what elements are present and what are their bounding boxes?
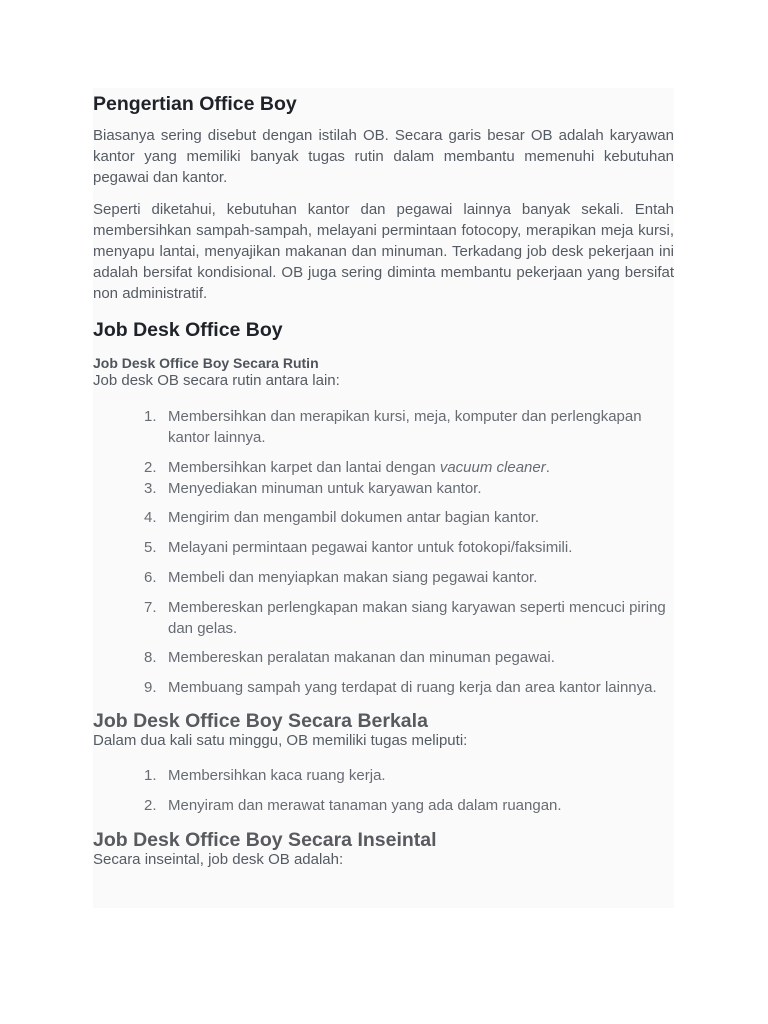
list-number: 5.: [144, 539, 157, 557]
list-text: Membereskan peralatan makanan dan minuman pegawai.: [168, 649, 555, 667]
list-item: [93, 796, 674, 817]
list-text: Menyediakan minuman untuk karyawan kantor.: [168, 479, 482, 497]
subheading-rutin: Job Desk Office Boy Secara Rutin: [93, 355, 319, 372]
list-number: 8.: [144, 649, 157, 667]
list-text-main: Membersihkan karpet dan lantai dengan: [168, 458, 440, 476]
paragraph-rutin-intro: Job desk OB secara rutin antara lain:: [93, 372, 340, 390]
list-item: [93, 538, 674, 559]
list-text: Menyiram dan merawat tanaman yang ada dalam ruangan.: [168, 796, 562, 814]
list-text-tail: .: [545, 458, 550, 476]
list-number: 2.: [144, 458, 157, 476]
list-text: Membeli dan menyiapkan makan siang pegawai kantor.: [168, 568, 538, 586]
heading-pengertian: Pengertian Office Boy: [93, 93, 297, 115]
list-berkala: [93, 766, 674, 817]
list-item: [93, 479, 674, 500]
list-number: 3.: [144, 479, 157, 497]
list-item: [93, 598, 674, 640]
heading-berkala: Job Desk Office Boy Secara Berkala: [93, 709, 428, 732]
heading-job-desk: Job Desk Office Boy: [93, 319, 283, 342]
list-text: Membereskan perlengkapan makan siang karyawan seperti mencuci piring dan gelas.: [168, 598, 666, 637]
list-item: [93, 766, 674, 787]
list-item: [93, 458, 674, 479]
list-text: Membuang sampah yang terdapat di ruang kerja dan area kantor lainnya.: [168, 679, 657, 697]
paragraph-inseintal-intro: Secara inseintal, job desk OB adalah:: [93, 851, 344, 869]
list-number: 4.: [144, 509, 157, 527]
list-item: [93, 678, 674, 699]
document-page: [93, 88, 674, 908]
list-number: 9.: [144, 679, 157, 697]
list-number: 1.: [144, 766, 157, 784]
list-number: 6.: [144, 568, 157, 586]
document-body: [93, 91, 674, 871]
list-text: Membersihkan dan merapikan kursi, meja, komputer dan perlengkapan kantor lainnya.: [168, 408, 642, 446]
list-text: [168, 459, 550, 476]
heading-inseintal: Job Desk Office Boy Secara Inseintal: [93, 829, 437, 852]
paragraph-berkala-intro: Dalam dua kali satu minggu, OB memiliki tugas meliputi:: [93, 731, 468, 749]
list-text-emphasis: vacuum cleaner: [439, 458, 546, 476]
list-number: 1.: [144, 408, 157, 426]
list-text: Mengirim dan mengambil dokumen antar bagian kantor.: [168, 509, 540, 527]
list-number: 7.: [144, 598, 157, 616]
list-text: Melayani permintaan pegawai kantor untuk fotokopi/faksimili.: [168, 539, 573, 557]
list-item: [93, 407, 674, 449]
paragraph-description: Seperti diketahui, kebutuhan kantor dan pegawai lainnya banyak sekali. Entah membersihkan sampah-sampah, melayani permintaan fotocopy, merapikan meja kursi, menyapu lantai, menyajikan makanan dan minuman. Terkadang job desk pekerjaan ini adalah bersifat kondisional. OB juga sering diminta membantu pekerjaan yang bersifat non administratif.: [93, 201, 674, 302]
list-item: [93, 508, 674, 529]
list-text: Membersihkan kaca ruang kerja.: [168, 766, 386, 784]
list-item: [93, 568, 674, 589]
paragraph-definition: Biasanya sering disebut dengan istilah OB. Secara garis besar OB adalah karyawan kantor yang memiliki banyak tugas rutin dalam membantu memenuhi kebutuhan pegawai dan kantor.: [93, 127, 674, 186]
list-item: [93, 648, 674, 669]
list-number: 2.: [144, 796, 157, 814]
list-rutin: [93, 407, 674, 699]
